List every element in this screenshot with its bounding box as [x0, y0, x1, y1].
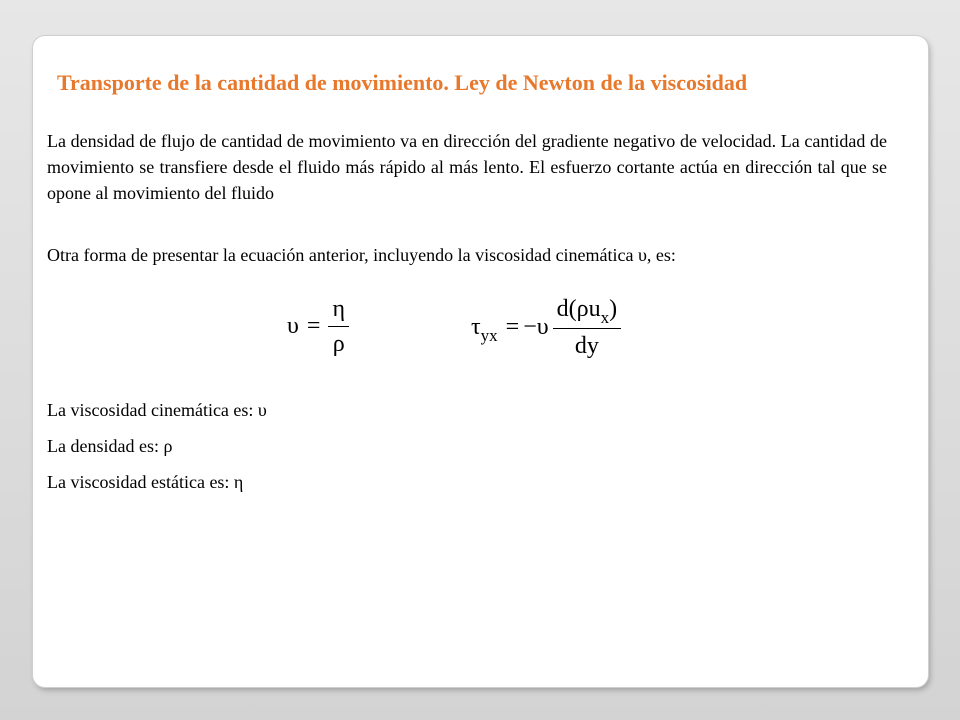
formula-area	[33, 288, 928, 368]
formula-shear-stress	[467, 294, 625, 361]
definition-density: La densidad es: ρ	[47, 436, 173, 456]
formula2-equals: =	[505, 314, 520, 340]
formula2-tau: τ	[471, 314, 481, 340]
formula2-denominator: dy	[574, 333, 599, 359]
paragraph-momentum-flux: La densidad de flujo de cantidad de movimiento va en dirección del gradiente negativo de velocidad. La cantidad de movimiento se transfiere desde el fluido más rápido al más lento. El esfuerzo cortante actúa en dirección tal que se opone al movimiento del fluido	[47, 131, 887, 203]
formula1-denominator: ρ	[332, 331, 345, 357]
slide-title: Transporte de la cantidad de movimiento. Ley de Newton de la viscosidad	[57, 70, 748, 95]
formula1-numerator: η	[332, 296, 345, 322]
formula2-fraction	[553, 294, 621, 361]
formula2-fraction-bar	[553, 328, 621, 329]
formula1-equals: =	[306, 313, 321, 339]
formula2-lhs-subscript: yx	[480, 326, 498, 345]
slide-card	[33, 36, 928, 687]
definition-static-viscosity: La viscosidad estática es: η	[47, 472, 244, 492]
formula2-numerator-subscript: x	[600, 308, 610, 327]
definition-kinematic-viscosity: La viscosidad cinemática es: υ	[47, 400, 267, 420]
formula1-fraction-bar	[328, 326, 349, 327]
formula1-lhs: υ	[287, 313, 299, 339]
formula2-lhs	[467, 314, 502, 345]
formula2-numerator-end: )	[609, 296, 618, 322]
formula1-fraction	[328, 294, 349, 359]
formula2-sign: −υ	[523, 314, 549, 340]
formula2-numerator	[553, 294, 621, 326]
formula2-numerator-start: d(ρu	[556, 296, 601, 322]
paragraph-alternative-form: Otra forma de presentar la ecuación anterior, incluyendo la viscosidad cinemática υ, es:	[47, 245, 676, 265]
formula-kinematic-viscosity	[283, 294, 353, 359]
